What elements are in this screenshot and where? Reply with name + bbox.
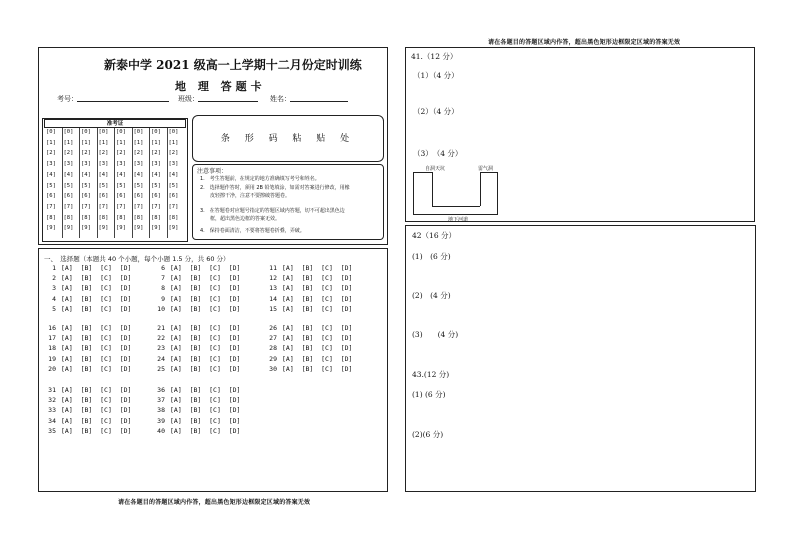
- admission-digit-bubble[interactable]: [1]: [81, 139, 91, 146]
- diagram-label-cave: 雷气洞: [478, 166, 494, 172]
- answer-options[interactable]: [A] [B] [C] [D]: [170, 386, 241, 394]
- q42-part2: (2) (4 分): [412, 291, 451, 300]
- admission-digit-bubble[interactable]: [3]: [98, 161, 109, 168]
- notice-item: 皮轻擦干净，注意不要擦破答题卷。: [200, 193, 291, 199]
- exam-id-line[interactable]: [77, 101, 169, 102]
- question-number: 29: [269, 354, 277, 363]
- question-number: 2: [52, 274, 56, 283]
- admission-digit-bubble[interactable]: [3]: [133, 161, 144, 168]
- answer-options[interactable]: [A] [B] [C] [D]: [282, 274, 353, 283]
- name-line[interactable]: [290, 101, 348, 102]
- admission-digit-bubble[interactable]: [5]: [151, 182, 161, 189]
- answer-options[interactable]: [A] [B] [C] [D]: [170, 396, 241, 405]
- answer-options[interactable]: [A] [B] [C] [D]: [170, 406, 241, 415]
- question-number: 25: [157, 364, 165, 373]
- admission-digit-bubble[interactable]: [3]: [151, 161, 161, 168]
- admission-digit-bubble[interactable]: [2]: [98, 150, 109, 157]
- question-number: 10: [157, 304, 165, 313]
- question-number: 17: [48, 334, 56, 343]
- admission-digit-bubble[interactable]: [0]: [98, 129, 109, 135]
- admission-digit-bubble[interactable]: [2]: [81, 150, 91, 157]
- admission-digit-bubble[interactable]: [3]: [63, 161, 74, 168]
- admission-digit-bubble[interactable]: [6]: [46, 193, 56, 200]
- answer-options[interactable]: [A] [B] [C] [D]: [282, 354, 353, 363]
- question-number: 37: [157, 396, 165, 405]
- admission-digit-bubble[interactable]: [2]: [133, 150, 144, 157]
- question-number: 11: [269, 264, 277, 272]
- question-number: 30: [269, 364, 277, 373]
- admission-digit-bubble[interactable]: [3]: [81, 161, 91, 168]
- admission-digit-bubble[interactable]: [2]: [168, 150, 179, 157]
- question-number: 14: [269, 294, 277, 303]
- answer-options[interactable]: [A] [B] [C] [D]: [170, 304, 241, 313]
- admission-digit-bubble[interactable]: [8]: [98, 214, 109, 221]
- answer-options[interactable]: [A] [B] [C] [D]: [282, 284, 353, 293]
- admission-digit-bubble[interactable]: [4]: [133, 171, 144, 178]
- answer-options[interactable]: [A] [B] [C] [D]: [282, 294, 353, 303]
- admission-digit-bubble[interactable]: [7]: [46, 203, 56, 210]
- admission-digit-bubble[interactable]: [2]: [151, 150, 161, 157]
- page-title: 新泰中学 2021 级高一上学期十二月份定时训练: [104, 58, 362, 72]
- admission-digit-bubble[interactable]: [9]: [168, 225, 179, 232]
- admission-digit-bubble[interactable]: [9]: [81, 225, 91, 232]
- q41-title: 41.（12 分）: [411, 52, 458, 61]
- admission-digit-bubble[interactable]: [1]: [46, 139, 56, 146]
- admission-digit-bubble[interactable]: [7]: [168, 203, 179, 210]
- question-number: 28: [269, 344, 277, 353]
- question-number: 13: [269, 284, 277, 293]
- class-label: 班级：: [178, 95, 199, 103]
- admission-digit-bubble[interactable]: [4]: [46, 171, 56, 178]
- admission-digit-bubble[interactable]: [7]: [116, 203, 126, 210]
- admission-column-divider: [149, 128, 150, 238]
- admission-digit-bubble[interactable]: [5]: [46, 182, 56, 189]
- admission-digit-bubble[interactable]: [0]: [133, 129, 144, 135]
- answer-options[interactable]: [A] [B] [C] [D]: [282, 364, 353, 373]
- question-number: 32: [48, 396, 56, 405]
- answer-options[interactable]: [A] [B] [C] [D]: [61, 334, 132, 343]
- answer-options[interactable]: [A] [B] [C] [D]: [170, 354, 241, 363]
- question-number: 6: [161, 264, 165, 272]
- answer-options[interactable]: [A] [B] [C] [D]: [61, 406, 132, 415]
- answer-options[interactable]: [A] [B] [C] [D]: [61, 426, 132, 435]
- admission-digit-bubble[interactable]: [1]: [168, 139, 179, 146]
- q42-part3: (3) (4 分): [412, 330, 459, 339]
- admission-column-divider: [167, 128, 168, 238]
- answer-options[interactable]: [A] [B] [C] [D]: [170, 324, 241, 332]
- admission-digit-bubble[interactable]: [8]: [168, 214, 179, 221]
- admission-digit-bubble[interactable]: [9]: [116, 225, 126, 232]
- question-number: 8: [161, 284, 165, 293]
- admission-digit-bubble[interactable]: [8]: [46, 214, 56, 221]
- q41-part2: （2）（4 分）: [413, 107, 459, 116]
- admission-digit-bubble[interactable]: [5]: [116, 182, 126, 189]
- admission-digit-bubble[interactable]: [0]: [168, 129, 179, 135]
- admission-digit-bubble[interactable]: [6]: [133, 193, 144, 200]
- diagram-label-river: 地下河道: [448, 217, 469, 223]
- question-number: 36: [157, 386, 165, 394]
- admission-title: 准考证: [44, 119, 186, 128]
- admission-digit-bubble[interactable]: [5]: [98, 182, 109, 189]
- admission-digit-bubble[interactable]: [7]: [81, 203, 91, 210]
- answer-options[interactable]: [A] [B] [C] [D]: [170, 364, 241, 373]
- admission-digit-bubble[interactable]: [4]: [151, 171, 161, 178]
- question-number: 1: [52, 264, 56, 272]
- admission-digit-bubble[interactable]: [6]: [81, 193, 91, 200]
- admission-digit-bubble[interactable]: [9]: [46, 225, 56, 232]
- q41-part1: （1）（4 分）: [413, 71, 459, 80]
- admission-digit-bubble[interactable]: [6]: [98, 193, 109, 200]
- notice-item: 1. 考生答题前，在规定的地方准确填写考号和姓名。: [200, 176, 320, 182]
- admission-digit-bubble[interactable]: [0]: [63, 129, 74, 135]
- answer-options[interactable]: [A] [B] [C] [D]: [61, 386, 132, 394]
- admission-digit-bubble[interactable]: [7]: [98, 203, 109, 210]
- question-number: 7: [161, 274, 165, 283]
- admission-digit-bubble[interactable]: [8]: [151, 214, 161, 221]
- admission-digit-bubble[interactable]: [8]: [81, 214, 91, 221]
- admission-digit-bubble[interactable]: [0]: [151, 129, 161, 135]
- admission-digit-bubble[interactable]: [8]: [63, 214, 74, 221]
- admission-digit-bubble[interactable]: [6]: [168, 193, 179, 200]
- admission-digit-bubble[interactable]: [5]: [63, 182, 74, 189]
- q43-part2: (2)(6 分): [412, 430, 444, 439]
- exam-id-label: 考号：: [57, 95, 78, 103]
- answer-options[interactable]: [A] [B] [C] [D]: [61, 304, 132, 313]
- question-number: 31: [48, 386, 56, 394]
- answer-options[interactable]: [A] [B] [C] [D]: [282, 324, 353, 332]
- answer-options[interactable]: [A] [B] [C] [D]: [282, 264, 353, 272]
- admission-digit-bubble[interactable]: [2]: [116, 150, 126, 157]
- admission-digit-bubble[interactable]: [8]: [133, 214, 144, 221]
- answer-options[interactable]: [A] [B] [C] [D]: [170, 344, 241, 353]
- admission-digit-bubble[interactable]: [9]: [63, 225, 74, 232]
- admission-digit-bubble[interactable]: [0]: [46, 129, 56, 135]
- admission-digit-bubble[interactable]: [1]: [63, 139, 74, 146]
- top-warning: 请在各题目的答题区域内作答，超出黑色矩形边框限定区域的答案无效: [488, 39, 681, 46]
- answer-options[interactable]: [A] [B] [C] [D]: [170, 416, 241, 425]
- admission-digit-bubble[interactable]: [7]: [63, 203, 74, 210]
- admission-digit-bubble[interactable]: [0]: [116, 129, 126, 135]
- question-number: 33: [48, 406, 56, 415]
- admission-digit-bubble[interactable]: [4]: [63, 171, 74, 178]
- question-number: 20: [48, 364, 56, 373]
- question-number: 12: [269, 274, 277, 283]
- question-number: 23: [157, 344, 165, 353]
- admission-digit-bubble[interactable]: [1]: [98, 139, 109, 146]
- question-number: 35: [48, 426, 56, 435]
- q43-part1: (1) (6 分): [412, 390, 446, 399]
- diagram-label-sinkhole: 自洞天坑: [425, 166, 446, 172]
- answer-options[interactable]: [A] [B] [C] [D]: [282, 304, 353, 313]
- class-line[interactable]: [198, 101, 258, 102]
- admission-digit-bubble[interactable]: [6]: [151, 193, 161, 200]
- admission-column-divider: [97, 128, 98, 238]
- admission-digit-bubble[interactable]: [1]: [151, 139, 161, 146]
- admission-column-divider: [62, 128, 63, 238]
- question-number: 21: [157, 324, 165, 332]
- answer-options[interactable]: [A] [B] [C] [D]: [170, 334, 241, 343]
- admission-digit-bubble[interactable]: [5]: [168, 182, 179, 189]
- answer-options[interactable]: [A] [B] [C] [D]: [61, 324, 132, 332]
- answer-options[interactable]: [A] [B] [C] [D]: [170, 426, 241, 435]
- answer-options[interactable]: [A] [B] [C] [D]: [61, 354, 132, 363]
- admission-digit-bubble[interactable]: [2]: [63, 150, 74, 157]
- answer-options[interactable]: [A] [B] [C] [D]: [170, 274, 241, 283]
- admission-digit-bubble[interactable]: [9]: [151, 225, 161, 232]
- q41-part3: （3） （4 分）: [413, 149, 463, 158]
- admission-digit-bubble[interactable]: [9]: [133, 225, 144, 232]
- notice-item: 4. 保持卷面清洁，不要将答题卷折叠，弄破。: [200, 228, 305, 234]
- admission-column-divider: [132, 128, 133, 238]
- answer-options[interactable]: [A] [B] [C] [D]: [170, 294, 241, 303]
- question-number: 38: [157, 406, 165, 415]
- admission-digit-bubble[interactable]: [3]: [168, 161, 179, 168]
- notice-item: 3. 在答题卷对应题号指定的答题区域内答题，切不可超出黑色边: [200, 208, 345, 214]
- question-number: 27: [269, 334, 277, 343]
- admission-digit-bubble[interactable]: [6]: [116, 193, 126, 200]
- admission-digit-bubble[interactable]: [6]: [63, 193, 74, 200]
- question-number: 18: [48, 344, 56, 353]
- admission-column-divider: [114, 128, 115, 238]
- section1-title: 一、 选择题（本题共 40 个小题，每个小题 1.5 分，共 60 分）: [44, 255, 230, 263]
- answer-options[interactable]: [A] [B] [C] [D]: [61, 396, 132, 405]
- question-number: 15: [269, 304, 277, 313]
- answer-options[interactable]: [A] [B] [C] [D]: [170, 284, 241, 293]
- question-number: 26: [269, 324, 277, 332]
- admission-digit-bubble[interactable]: [5]: [133, 182, 144, 189]
- question-number: 9: [161, 294, 165, 303]
- admission-digit-bubble[interactable]: [5]: [81, 182, 91, 189]
- admission-digit-bubble[interactable]: [3]: [46, 161, 56, 168]
- admission-digit-bubble[interactable]: [3]: [116, 161, 126, 168]
- answer-options[interactable]: [A] [B] [C] [D]: [61, 274, 132, 283]
- q42-title: 42（16 分）: [412, 231, 456, 240]
- answer-options[interactable]: [A] [B] [C] [D]: [170, 264, 241, 272]
- admission-digit-bubble[interactable]: [4]: [98, 171, 109, 178]
- question-number: 5: [52, 304, 56, 313]
- admission-digit-bubble[interactable]: [1]: [133, 139, 144, 146]
- admission-digit-bubble[interactable]: [4]: [168, 171, 179, 178]
- question-number: 16: [48, 324, 56, 332]
- question-number: 24: [157, 354, 165, 363]
- question-number: 22: [157, 334, 165, 343]
- answer-options[interactable]: [A] [B] [C] [D]: [61, 264, 132, 272]
- card-subtitle: 地 理 答题卡: [175, 80, 266, 93]
- notice-item: 框，超出黑色边框的答案无效。: [200, 216, 281, 222]
- notice-item: 2. 选择题作答时，须用 2B 铅笔填涂，如需对答案进行修改，用橡: [200, 185, 350, 191]
- admission-digit-bubble[interactable]: [9]: [98, 225, 109, 232]
- answer-options[interactable]: [A] [B] [C] [D]: [61, 364, 132, 373]
- admission-digit-bubble[interactable]: [4]: [81, 171, 91, 178]
- admission-digit-bubble[interactable]: [0]: [81, 129, 91, 135]
- answer-options[interactable]: [A] [B] [C] [D]: [282, 344, 353, 353]
- q42-part1: (1) (6 分): [412, 252, 451, 261]
- question-number: 40: [157, 426, 165, 435]
- admission-digit-bubble[interactable]: [7]: [133, 203, 144, 210]
- question-number: 4: [52, 294, 56, 303]
- admission-column-divider: [79, 128, 80, 238]
- answer-options[interactable]: [A] [B] [C] [D]: [61, 344, 132, 353]
- answer-options[interactable]: [A] [B] [C] [D]: [61, 416, 132, 425]
- question-number: 19: [48, 354, 56, 363]
- question-number: 39: [157, 416, 165, 425]
- bottom-warning: 请在各题目的答题区域内作答，超出黑色矩形边框限定区域的答案无效: [118, 499, 311, 506]
- q42-43-panel[interactable]: [405, 225, 756, 492]
- admission-digit-bubble[interactable]: [1]: [116, 139, 126, 146]
- answer-options[interactable]: [A] [B] [C] [D]: [61, 284, 132, 293]
- answer-options[interactable]: [A] [B] [C] [D]: [61, 294, 132, 303]
- question-number: 34: [48, 416, 56, 425]
- admission-digit-bubble[interactable]: [2]: [46, 150, 56, 157]
- barcode-area: 条 形 码 粘 贴 处: [192, 115, 384, 162]
- name-label: 姓名：: [270, 95, 291, 103]
- admission-digit-bubble[interactable]: [4]: [116, 171, 126, 178]
- admission-digit-bubble[interactable]: [7]: [151, 203, 161, 210]
- question-number: 3: [52, 284, 56, 293]
- notice-title: 注意事项：: [197, 168, 228, 175]
- admission-digit-bubble[interactable]: [8]: [116, 214, 126, 221]
- answer-options[interactable]: [A] [B] [C] [D]: [282, 334, 353, 343]
- q43-title: 43.(12 分): [412, 370, 450, 379]
